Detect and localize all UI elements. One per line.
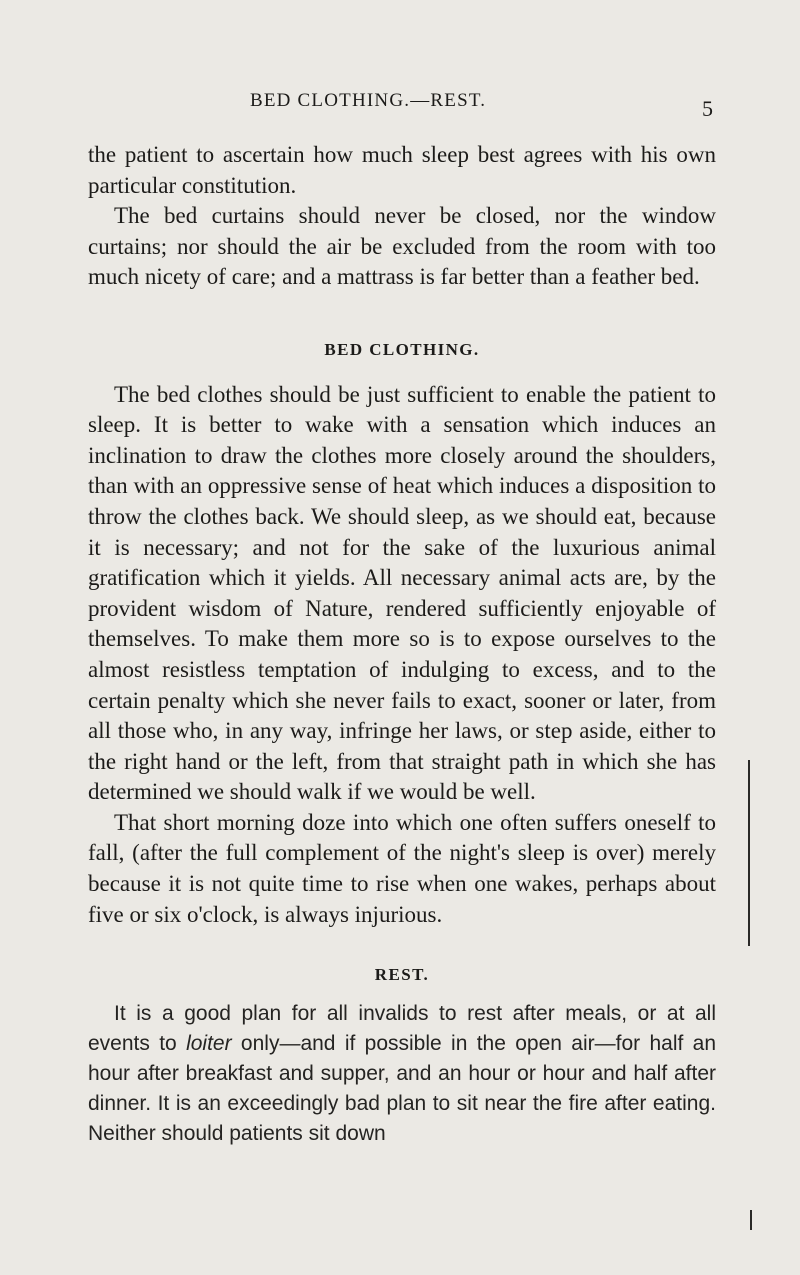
page-number: 5 bbox=[702, 96, 713, 121]
body-text bbox=[88, 140, 716, 1149]
paragraph-bed-curtains: The bed curtains should never be closed, nor the window curtains; nor should the air be excluded from the room with too much nicety of care; and a mattrass is far better than a feather bed. bbox=[88, 203, 716, 290]
rest-text-end: only—and if possible in the open air—for half an hour after breakfast and supper, and an hour or hour and half after dinner. It is an exceedingly bad plan to sit near the fire after eating. Neither should patients sit down bbox=[88, 1031, 717, 1145]
paragraph-continuation: the patient to ascertain how much sleep best agrees with his own particular constitution. bbox=[88, 142, 716, 198]
paragraph-rest bbox=[88, 999, 716, 1149]
section-heading-rest: REST. bbox=[374, 965, 430, 985]
paragraph-bed-clothes: The bed clothes should be just sufficient to enable the patient to sleep. It is better to wake with a sensation which induces an inclination to draw the clothes more closely around the shoulders, than with an oppressive sense of heat which induces a disposition to throw the clothes back. We should sleep, as we should eat, because it is necessary; and not for the sake of the luxurious animal gratification which it yields. All necessary animal acts are, by the provident wisdom of Nature, rendered sufficiently enjoyable of themselves. To make them more so is to expose ourselves to the almost resistless temptation of indulging to excess, and to the certain penalty which she never fails to exact, sooner or later, from all those who, in any way, infringe her laws, or step aside, either to the right hand or the left, from that straight path in which she has determined we should walk if we would be well. bbox=[88, 381, 716, 805]
running-head: BED CLOTHING.—REST. bbox=[250, 90, 487, 111]
paragraph-morning-doze: That short morning doze into which one often suffers oneself to fall, (after the full complement of the night's sleep is over) merely because it is not quite time to rise when one wakes, perhaps about five or six o'clock, is always injurious. bbox=[88, 809, 716, 927]
section-heading-bed-clothing: BED CLOTHING. bbox=[324, 339, 480, 359]
margin-mark bbox=[748, 760, 750, 946]
rest-text-start: It is a good plan for all invalids to rest after meals, or at all events to bbox=[88, 1001, 716, 1055]
rest-text-italic: loiter bbox=[186, 1031, 232, 1055]
margin-mark bbox=[750, 1210, 752, 1230]
